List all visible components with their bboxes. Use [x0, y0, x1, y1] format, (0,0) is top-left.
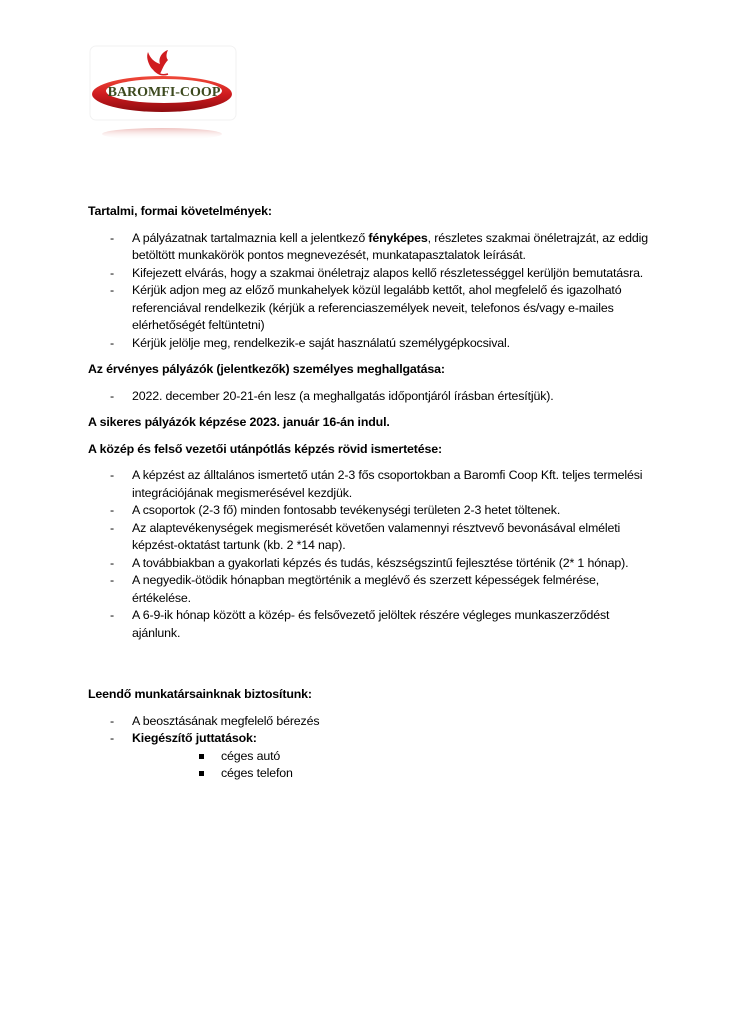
bold-text: fényképes [368, 230, 428, 245]
dash-bullet: - [110, 230, 114, 245]
list-item: - A továbbiakban a gyakorlati képzés és tudás, készségszintű fejlesztése történik (2* 1 hónap). [88, 555, 658, 573]
benefits-sublist [88, 748, 658, 783]
sub-list-item: céges telefon [88, 765, 658, 783]
list-item: - Kérjük jelölje meg, rendelkezik-e saját használatú személygépkocsival. [88, 335, 658, 353]
list-item: - A 6-9-ik hónap között a közép- és felsővezető jelöltek részére végleges munkaszerződést ajánlunk. [110, 608, 610, 640]
section-heading-interview: Az érvényes pályázók (jelentkezők) személyes meghallgatása: [88, 362, 445, 376]
list-item: - 2022. december 20-21-én lesz (a meghallgatás időpontjáról írásban értesítjük). [88, 388, 658, 406]
list-item: - A csoportok (2-3 fő) minden fontosabb tevékenységi területen 2-3 hetet töltenek. [88, 502, 658, 520]
dash-bullet: - [110, 713, 114, 728]
dash-bullet: - [110, 468, 114, 482]
logo-graphic [88, 44, 238, 144]
list-item: - A pályázatnak tartalmaznia kell a jelentkező fényképes, részletes szakmai önéletrajzát, az eddig betöltött munkakörök pontos megnevezését, munkatapasztalatok leírását. [110, 230, 648, 262]
sub-list-item: céges autó [88, 748, 658, 766]
document-body [88, 203, 658, 783]
square-bullet-icon [199, 771, 204, 776]
section-heading-requirements: Tartalmi, formai követelmények: [88, 204, 272, 218]
dash-bullet: - [110, 388, 114, 403]
interview-list [88, 388, 658, 406]
section-heading-benefits: Leendő munkatársainknak biztosítunk: [88, 687, 312, 701]
list-item: - A képzést az álltalános ismertető után 2-3 fős csoportokban a Baromfi Coop Kft. teljes termelési integrációjának megismerésével kezdjük. [110, 468, 643, 500]
list-item: - Az alaptevékenységek megismerését követően valamennyi résztvevő bevonásával elméleti képzést-oktatást tartunk (kb. 2 *14 nap). [110, 520, 621, 552]
dash-bullet: - [110, 520, 114, 535]
logo-text: BAROMFI-COOP [107, 85, 221, 100]
section-heading-training-start: A sikeres pályázók képzése 2023. január 16-án indul. [88, 415, 390, 429]
section-heading-training-overview: A közép és felső vezetői utánpótlás képzés rövid ismertetése: [88, 441, 442, 456]
dash-bullet: - [110, 283, 114, 297]
dash-bullet: - [110, 555, 114, 570]
bold-text: Kiegészítő juttatások: [132, 731, 257, 745]
dash-bullet: - [110, 335, 114, 350]
list-item: - Kérjük adjon meg az előző munkahelyek közül legalább kettőt, ahol megfelelő és igazolható referenciával rendelkezik (kérjük a referenciaszemélyek neveit, telefonos és/vagy e-mailes elérhetőségét feltüntetni) [110, 283, 622, 332]
list-item: - A beosztásának megfelelő bérezés [88, 713, 658, 731]
dash-bullet: - [110, 265, 114, 280]
training-list [88, 467, 658, 642]
dash-bullet: - [110, 731, 114, 745]
benefits-list [88, 713, 658, 748]
list-item: - Kifejezett elvárás, hogy a szakmai önéletrajz alapos kellő részletességgel kerüljön bemutatásra. [88, 265, 658, 283]
list-item: - A negyedik-ötödik hónapban megtörténik a meglévő és szerzett képességek felmérése, értékelése. [110, 573, 600, 605]
requirements-list [88, 230, 658, 353]
company-logo [88, 44, 238, 144]
square-bullet-icon [199, 754, 204, 759]
dash-bullet: - [110, 608, 114, 622]
list-item [88, 730, 658, 748]
dash-bullet: - [110, 573, 114, 587]
dash-bullet: - [110, 503, 114, 517]
